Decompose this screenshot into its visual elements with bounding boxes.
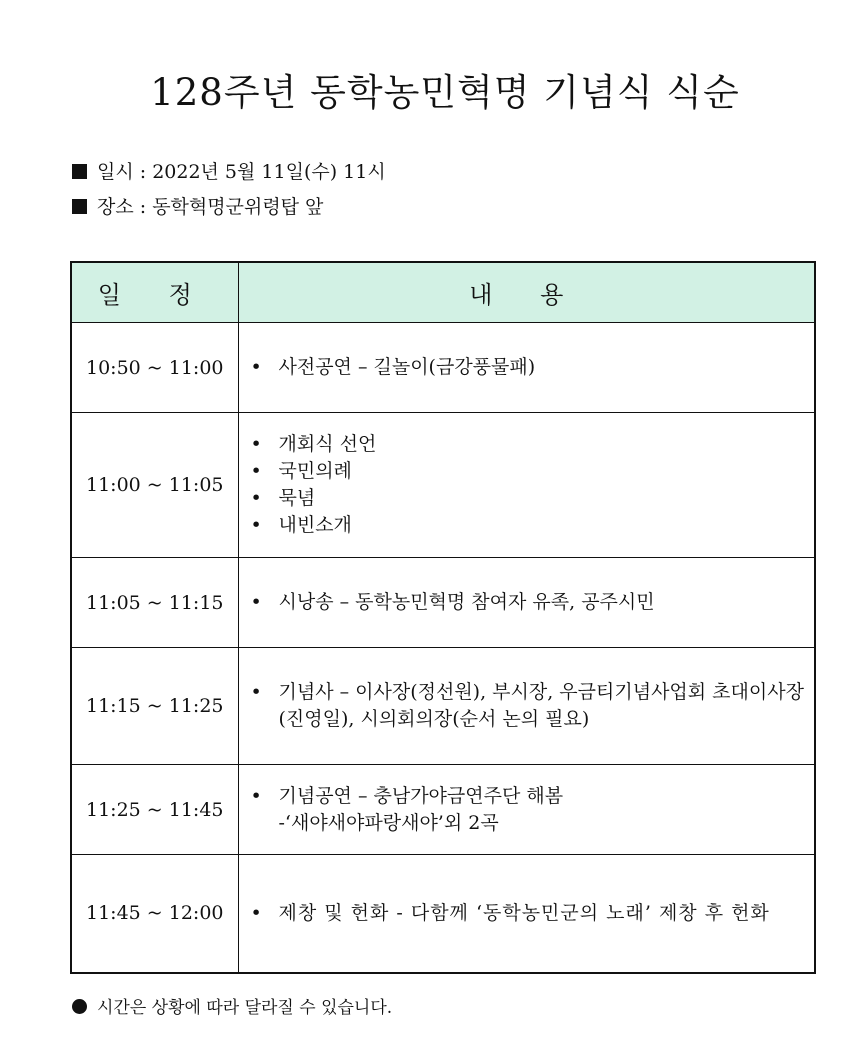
item-text: 내빈소개 [278, 514, 352, 536]
schedule-table [70, 261, 816, 974]
item-text: 개회식 선언 [278, 433, 377, 455]
list-item [249, 458, 807, 485]
list-item [249, 900, 807, 927]
content-cell [238, 765, 815, 855]
info-place [72, 192, 323, 219]
table-row [71, 323, 815, 413]
list-item-continuation [249, 810, 807, 837]
bullet-icon: • [250, 901, 263, 924]
content-cell [238, 648, 815, 765]
content-cell [238, 558, 815, 648]
table-row [71, 648, 815, 765]
list-item [249, 783, 807, 810]
square-bullet-icon [72, 199, 87, 214]
bullet-icon: • [250, 460, 262, 482]
table-header-row [71, 262, 815, 323]
footnote-text: 시간은 상황에 따라 달라질 수 있습니다. [97, 998, 393, 1018]
circle-bullet-icon [72, 999, 87, 1014]
header-schedule: 일 정 [71, 262, 238, 323]
footnote [72, 993, 392, 1018]
bullet-icon: • [250, 433, 262, 455]
bullet-icon: • [250, 591, 262, 613]
bullet-icon: • [250, 356, 262, 378]
info-date-text: 일시 : 2022년 5월 11일(수) 11시 [97, 161, 386, 183]
item-text: 묵념 [278, 487, 316, 509]
item-text: -‘새야새야파랑새야’외 2곡 [278, 811, 499, 834]
square-bullet-icon [72, 164, 87, 179]
time-cell: 10:50 ~ 11:00 [71, 323, 238, 413]
content-cell [238, 855, 815, 973]
table-row [71, 765, 815, 855]
time-cell: 11:00 ~ 11:05 [71, 413, 238, 558]
item-text: 국민의례 [278, 460, 352, 482]
list-item [249, 485, 807, 512]
item-text: 사전공연 – 길놀이(금강풍물패) [278, 356, 536, 378]
bullet-icon: • [250, 681, 262, 703]
content-cell [238, 323, 815, 413]
table-row [71, 413, 815, 558]
list-item [249, 589, 807, 616]
item-text: 기념공연 – 충남가야금연주단 해봄 [278, 784, 564, 807]
header-content: 내 용 [238, 262, 815, 323]
time-cell: 11:15 ~ 11:25 [71, 648, 238, 765]
list-item [249, 679, 807, 733]
bullet-icon: • [250, 784, 262, 807]
time-cell: 11:45 ~ 12:00 [71, 855, 238, 973]
table-row [71, 855, 815, 973]
info-date [72, 157, 386, 184]
page-title: 128주년 동학농민혁명 기념식 식순 [150, 71, 740, 114]
content-cell [238, 413, 815, 558]
bullet-icon: • [250, 487, 262, 509]
list-item [249, 512, 807, 539]
info-place-text: 장소 : 동학혁명군위령탑 앞 [97, 196, 324, 218]
time-cell: 11:25 ~ 11:45 [71, 765, 238, 855]
time-cell: 11:05 ~ 11:15 [71, 558, 238, 648]
item-text: 제창 및 헌화 - 다함께 ‘동학농민군의 노래’ 제창 후 헌화 [278, 901, 770, 924]
list-item [249, 431, 807, 458]
list-item [249, 354, 807, 381]
bullet-icon: • [250, 514, 262, 536]
item-text: 기념사 – 이사장(정선원), 부시장, 우금티기념사업회 초대이사장(진영일), 시의회의장(순서 논의 필요) [278, 681, 804, 730]
item-text: 시낭송 – 동학농민혁명 참여자 유족, 공주시민 [278, 591, 655, 613]
table-row [71, 558, 815, 648]
